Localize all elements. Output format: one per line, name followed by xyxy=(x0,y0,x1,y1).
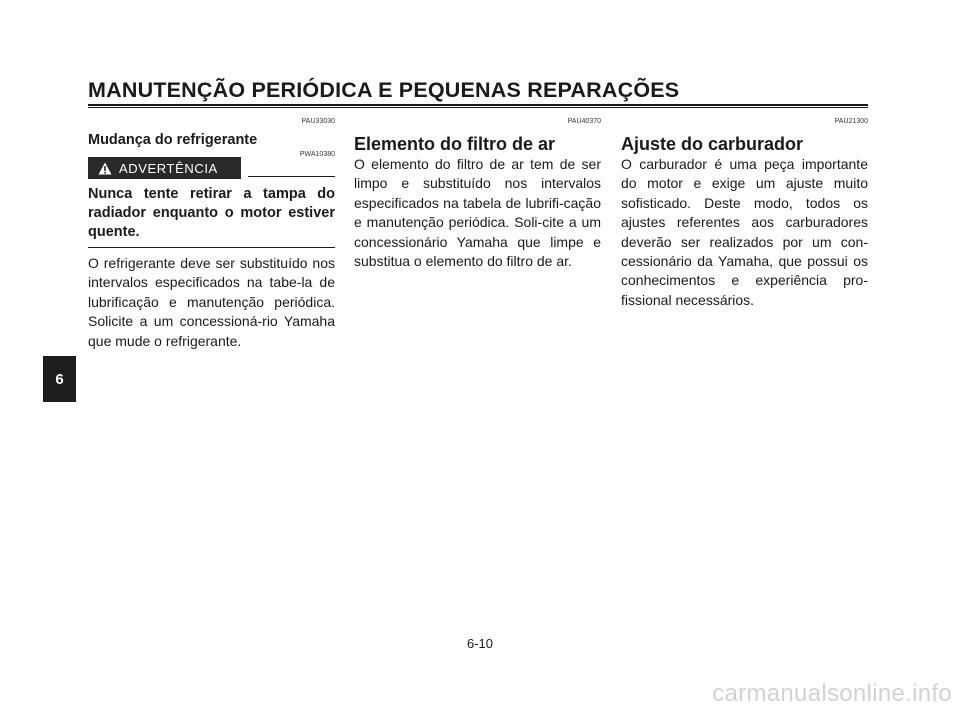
watermark: carmanualsonline.info xyxy=(712,680,952,707)
warning-triangle-icon xyxy=(98,162,112,175)
column-coolant xyxy=(88,131,335,351)
page-number: 6-10 xyxy=(466,636,494,651)
carburetor-heading: Ajuste do carburador xyxy=(621,134,804,154)
air-filter-heading: Elemento do filtro de ar xyxy=(354,134,556,154)
coolant-heading: Mudança do refrigerante xyxy=(88,132,258,148)
warning-code: PWA10380 xyxy=(299,151,335,158)
section-code: PAU40370 xyxy=(567,118,601,125)
carburetor-body: O carburador é uma peça importante do motor e exige um ajuste muito sofisticado. Deste modo, todos os ajustes referentes aos carburadores deverão ser realizados por um con-cessionário da Yamaha, que possui os conhecimentos e experiência pro-fissional necessários. xyxy=(621,156,868,308)
warning-banner xyxy=(88,157,241,179)
section-code: PAU21300 xyxy=(834,118,868,125)
warning-label: ADVERTÊNCIA xyxy=(119,160,218,176)
coolant-body: O refrigerante deve ser substituído nos intervalos especificados na tabe-la de lubrificação e manutenção periódica. Solicite a um concessioná-rio Yamaha que mude o refrigerante. xyxy=(88,255,335,349)
section-title: MANUTENÇÃO PERIÓDICA E PEQUENAS REPARAÇÕES xyxy=(88,78,680,102)
column-air-filter xyxy=(354,133,601,271)
warning-rule xyxy=(248,176,335,177)
header-rule xyxy=(88,104,868,108)
air-filter-body: O elemento do filtro de ar tem de ser limpo e substituído nos intervalos especificados na tabela de lubrifi-cação e manutenção periódica. Soli-cite a um concessionário Yamaha que limpe e substitua o elemento do filtro de ar. xyxy=(354,156,601,270)
section-code: PAU33030 xyxy=(301,118,335,125)
warning-text: Nunca tente retirar a tampa do radiador enquanto o motor estiver quente. xyxy=(88,186,335,240)
column-carburetor xyxy=(621,133,868,310)
chapter-tab: 6 xyxy=(43,356,76,402)
warning-header xyxy=(88,153,335,181)
warning-end-rule xyxy=(88,247,335,248)
